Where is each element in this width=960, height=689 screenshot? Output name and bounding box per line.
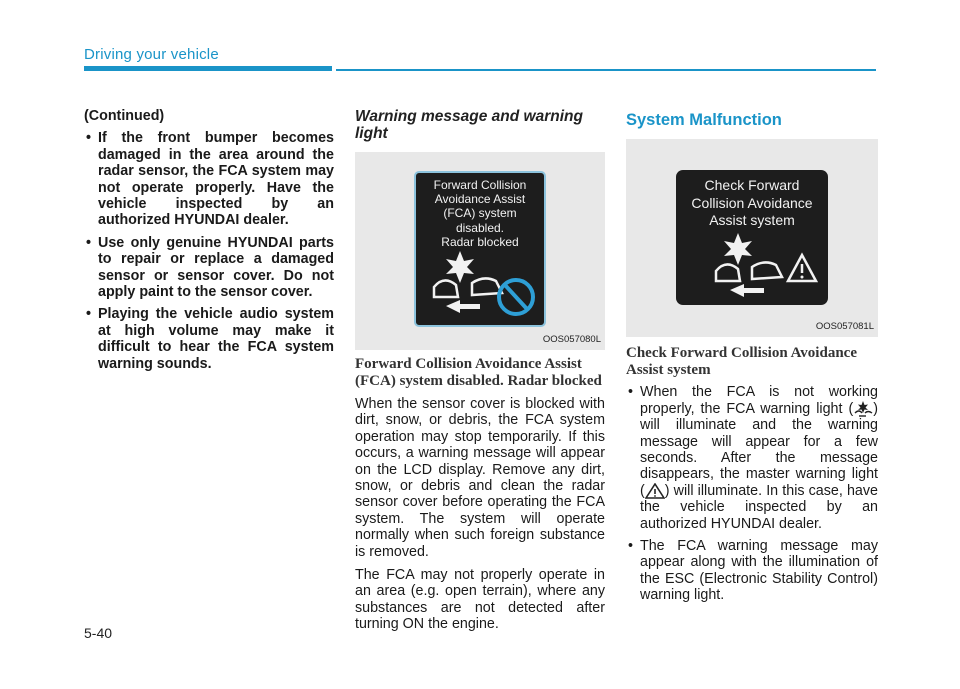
warning-message-heading: Warning message and warning light [355, 108, 583, 142]
check-fca-caption: Check Forward Collision Avoidance Assist system [626, 345, 857, 378]
fca-warning-light-icon [853, 401, 873, 417]
cluster-display [676, 170, 828, 305]
left-bullet-list [84, 130, 334, 372]
fca-disabled-figure [355, 152, 605, 350]
right-bullet-list [626, 384, 878, 603]
middle-column [355, 108, 605, 633]
paragraph: The FCA may not properly operate in an area (e.g. open terrain), where any substances are not detected after turning ON the engine. [355, 567, 605, 633]
list-item: • Use only genuine HYUNDAI parts to repair or replace a damaged sensor or sensor cover. Do not apply paint to the sensor cover. [84, 235, 334, 301]
fca-collision-icon [416, 251, 544, 323]
cluster-display [414, 171, 546, 327]
bullet-text: When the FCA is not working properly, the FCA warning light ( [640, 384, 878, 417]
display-message: Check Forward Collision Avoidance Assist system [691, 177, 813, 229]
header-rule-thick [84, 66, 332, 71]
page-number: 5-40 [84, 625, 113, 641]
header-rule-thin [336, 69, 876, 71]
right-column [626, 108, 878, 604]
figure-code: OOS057081L [815, 321, 874, 332]
paragraph: When the sensor cover is blocked with dirt, snow, or debris, the FCA system operation may stop temporarily. If this occurs, a warning message will appear on the LCD display. Remove any dirt, snow, or debris and clean the radar sensor cover before operating the FCA system. The system will operate normally when such foreign substance is removed. [355, 396, 605, 560]
left-column [84, 108, 334, 372]
master-warning-light-icon [645, 483, 665, 499]
check-fca-figure [626, 139, 878, 337]
list-item: • If the front bumper becomes damaged in the area around the radar sensor, the FCA system may not operate properly. Have the vehicle inspected by an authorized HYUNDAI dealer. [84, 130, 334, 228]
fca-disabled-caption: Forward Collision Avoidance Assist (FCA) system disabled. Radar blocked [355, 356, 602, 389]
system-malfunction-heading: System Malfunction [626, 111, 782, 129]
section-title: Driving your vehicle [84, 46, 219, 63]
list-item: • The FCA warning message may appear along with the illumination of the ESC (Electronic Stability Control) warning light. [626, 538, 878, 604]
list-item: • Playing the vehicle audio system at high volume may make it difficult to hear the FCA system warning sounds. [84, 306, 334, 372]
continued-label: (Continued) [84, 108, 165, 124]
figure-code: OOS057080L [542, 333, 601, 345]
bullet-text: ) will illuminate. In this case, have the vehicle inspected by an authorized HYUNDAI dealer. [640, 482, 878, 532]
fca-malfunction-icon [676, 233, 828, 305]
display-message: Forward Collision Avoidance Assist (FCA) system disabled. Radar blocked [433, 178, 527, 249]
bullet-text: ) will illuminate and the warning message will appear for a few seconds. After the message disappears, the master warning light ( [640, 400, 878, 499]
list-item [626, 384, 878, 532]
